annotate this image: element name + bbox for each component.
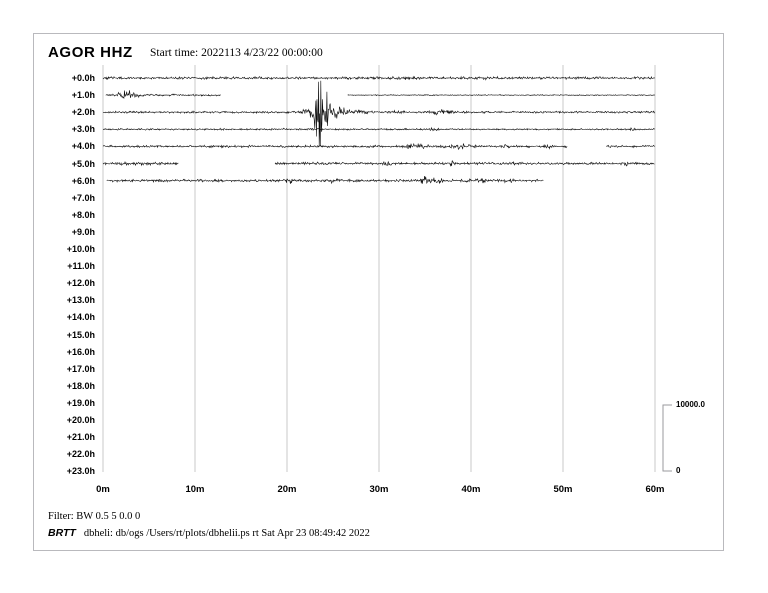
minute-label: 40m xyxy=(461,484,481,495)
minute-label: 0m xyxy=(96,484,110,495)
minute-label: 60m xyxy=(645,484,665,495)
hour-label: +0.0h xyxy=(71,73,95,83)
trace-hour-1 xyxy=(106,90,221,98)
hour-label: +13.0h xyxy=(66,295,95,306)
minute-label: 50m xyxy=(553,484,573,495)
hour-label: +4.0h xyxy=(71,141,95,152)
filter-label: Filter: BW 0.5 5 0.0 0 xyxy=(48,511,141,522)
hour-label: +16.0h xyxy=(66,346,95,357)
trace-hour-4 xyxy=(103,144,567,150)
scale-max-label: 10000.0 xyxy=(676,400,705,409)
minute-label: 30m xyxy=(369,484,389,495)
hour-label: +20.0h xyxy=(66,415,95,425)
hour-label: +7.0h xyxy=(71,192,95,203)
hour-label: +1.0h xyxy=(71,90,95,101)
hour-label: +14.0h xyxy=(66,312,95,323)
minute-label: 10m xyxy=(185,484,205,495)
station-title: AGOR HHZ xyxy=(48,44,133,61)
hour-label: +8.0h xyxy=(71,209,95,220)
amplitude-scale-bracket xyxy=(663,405,672,471)
trace-hour-4 xyxy=(606,145,654,147)
hour-label: +17.0h xyxy=(66,363,95,374)
trace-hour-1 xyxy=(348,95,655,96)
hour-label: +19.0h xyxy=(66,397,95,408)
hour-label: +9.0h xyxy=(71,226,95,237)
credit-line xyxy=(48,527,370,539)
hour-label: +12.0h xyxy=(66,278,95,289)
hour-label: +18.0h xyxy=(66,380,95,391)
hour-label: +22.0h xyxy=(66,449,95,460)
trace-hour-5 xyxy=(103,162,178,165)
hour-label: +3.0h xyxy=(71,124,95,135)
minute-label: 20m xyxy=(277,484,297,495)
hour-label: +15.0h xyxy=(66,329,95,340)
hour-label: +11.0h xyxy=(67,261,95,272)
hour-label: +2.0h xyxy=(71,107,95,118)
trace-hour-6 xyxy=(107,176,544,184)
hour-label: +21.0h xyxy=(66,432,95,443)
hour-label: +6.0h xyxy=(71,175,95,186)
start-time-label: Start time: 2022113 4/23/22 00:00:00 xyxy=(150,47,323,59)
scale-min-label: 0 xyxy=(676,466,681,475)
hour-label: +10.0h xyxy=(66,244,95,254)
hour-label: +5.0h xyxy=(71,158,95,169)
minute-gridlines xyxy=(103,65,655,472)
trace-hour-5 xyxy=(275,161,655,166)
hour-label: +23.0h xyxy=(66,466,95,477)
brtt-logo: BRTT xyxy=(48,527,76,539)
command-text: dbheli: db/ogs /Users/rt/plots/dbhelii.ps rt Sat Apr 23 08:49:42 2022 xyxy=(83,528,370,539)
